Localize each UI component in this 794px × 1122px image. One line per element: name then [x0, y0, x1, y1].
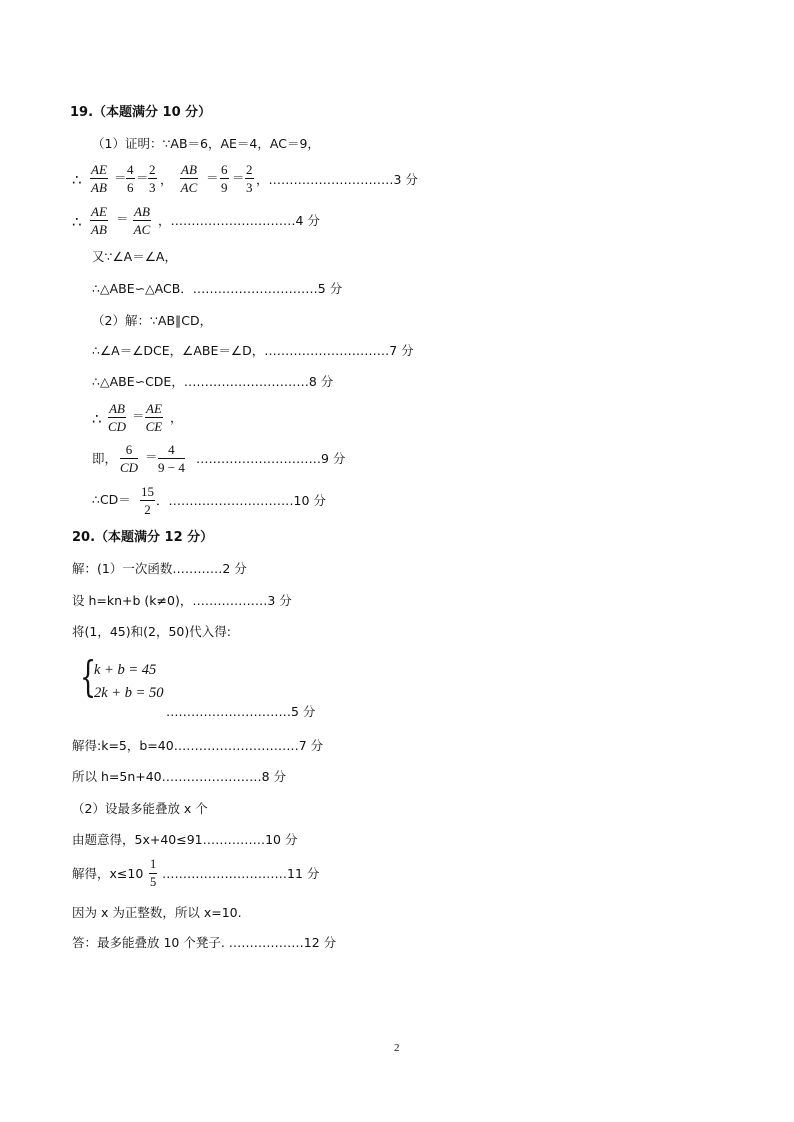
comma: ，	[170, 410, 183, 425]
fraction-4-over-9-minus-4: $\frac{4}{9 - 4}$	[158, 442, 185, 475]
q20-line6: （2）设最多能叠放 x 个	[72, 801, 208, 816]
score-9: …………………………9 分	[196, 451, 346, 466]
q19-line8: ∴△ABE∽CDE，…………………………8 分	[92, 374, 334, 389]
q20-line1: 解：(1）一次函数…………2 分	[72, 561, 247, 576]
therefore-symbol: ∴	[72, 171, 82, 189]
q20-line10: 答：最多能叠放 10 个凳子. ………………12 分	[72, 935, 337, 950]
q20-line9: 因为 x 为正整数，所以 x=10.	[72, 905, 242, 920]
equation-system-brace: {	[80, 652, 97, 701]
therefore-symbol: ∴	[92, 410, 102, 428]
fraction-2-3: $\frac{2}{3}$	[246, 162, 253, 195]
fraction-ae-ab: $\frac{AE}{AB}$	[91, 162, 107, 195]
equals-sign: ＝	[145, 449, 158, 464]
fraction-ab-cd: $\frac{AB}{CD}$	[108, 401, 127, 434]
fraction-ae-ce: $\frac{AE}{CE}$	[145, 401, 163, 434]
q19-line11-prefix: ∴CD＝	[92, 492, 131, 507]
therefore-symbol: ∴	[72, 213, 82, 231]
score-3: ，…………………………3 分	[256, 172, 418, 187]
q19-line6: （2）解：∵AB∥CD，	[92, 313, 213, 328]
score-10: ．…………………………10 分	[156, 493, 326, 508]
q19-line5: ∴△ABE∽△ACB．…………………………5 分	[92, 281, 343, 296]
fraction-ab-ac: $\frac{AB}{AC}$	[180, 162, 198, 195]
q20-line3: 将(1，45)和(2，50)代入得:	[72, 624, 231, 639]
fraction-6-9: $\frac{6}{9}$	[221, 162, 228, 195]
fraction-15-2: $\frac{15}{2}$	[141, 484, 154, 517]
equals-sign: ＝	[116, 211, 129, 226]
q20-heading: 20.（本题满分 12 分）	[72, 530, 214, 545]
q20-line5: 所以 h=5n+40……………………8 分	[72, 769, 287, 784]
q20-line8-prefix: 解得，x≤10	[72, 866, 144, 881]
fraction-4-6: $\frac{4}{6}$	[127, 162, 134, 195]
equation-2: 2k + b = 50	[94, 685, 164, 701]
equals-sign: ＝	[206, 170, 219, 185]
q20-line4: 解得:k=5，b=40…………………………7 分	[72, 738, 324, 753]
comma: ，	[160, 172, 173, 187]
q19-line1: （1）证明：∵AB＝6，AE＝4，AC＝9，	[92, 136, 320, 151]
equals-sign: ＝	[132, 408, 145, 423]
equals-sign: ＝	[136, 170, 149, 185]
score-11: …………………………11 分	[162, 866, 320, 881]
q20-line7: 由题意得，5x+40≤91……………10 分	[72, 832, 298, 847]
score-4: ，…………………………4 分	[158, 213, 320, 228]
equation-1: k + b = 45	[94, 662, 157, 678]
q19-line10-prefix: 即，	[92, 451, 118, 466]
fraction-1-5: $\frac{1}{5}$	[150, 857, 157, 889]
fraction-ab-ac: $\frac{AB}{AC}$	[133, 204, 151, 237]
q20-line2: 设 h=kn+b (k≠0)，………………3 分	[72, 593, 292, 608]
q19-line4: 又∵∠A＝∠A，	[92, 249, 177, 264]
q19-line7: ∴∠A＝∠DCE，∠ABE＝∠D，…………………………7 分	[92, 343, 414, 358]
score-5: …………………………5 分	[166, 704, 316, 719]
page-number: 2	[394, 1042, 400, 1054]
equals-sign: ＝	[232, 170, 245, 185]
fraction-ae-ab: $\frac{AE}{AB}$	[91, 204, 107, 237]
q19-heading: 19.（本题满分 10 分）	[70, 105, 212, 120]
fraction-6-cd: $\frac{6}{CD}$	[120, 442, 139, 475]
equals-sign: ＝	[114, 170, 127, 185]
fraction-2-3: $\frac{2}{3}$	[149, 162, 156, 195]
